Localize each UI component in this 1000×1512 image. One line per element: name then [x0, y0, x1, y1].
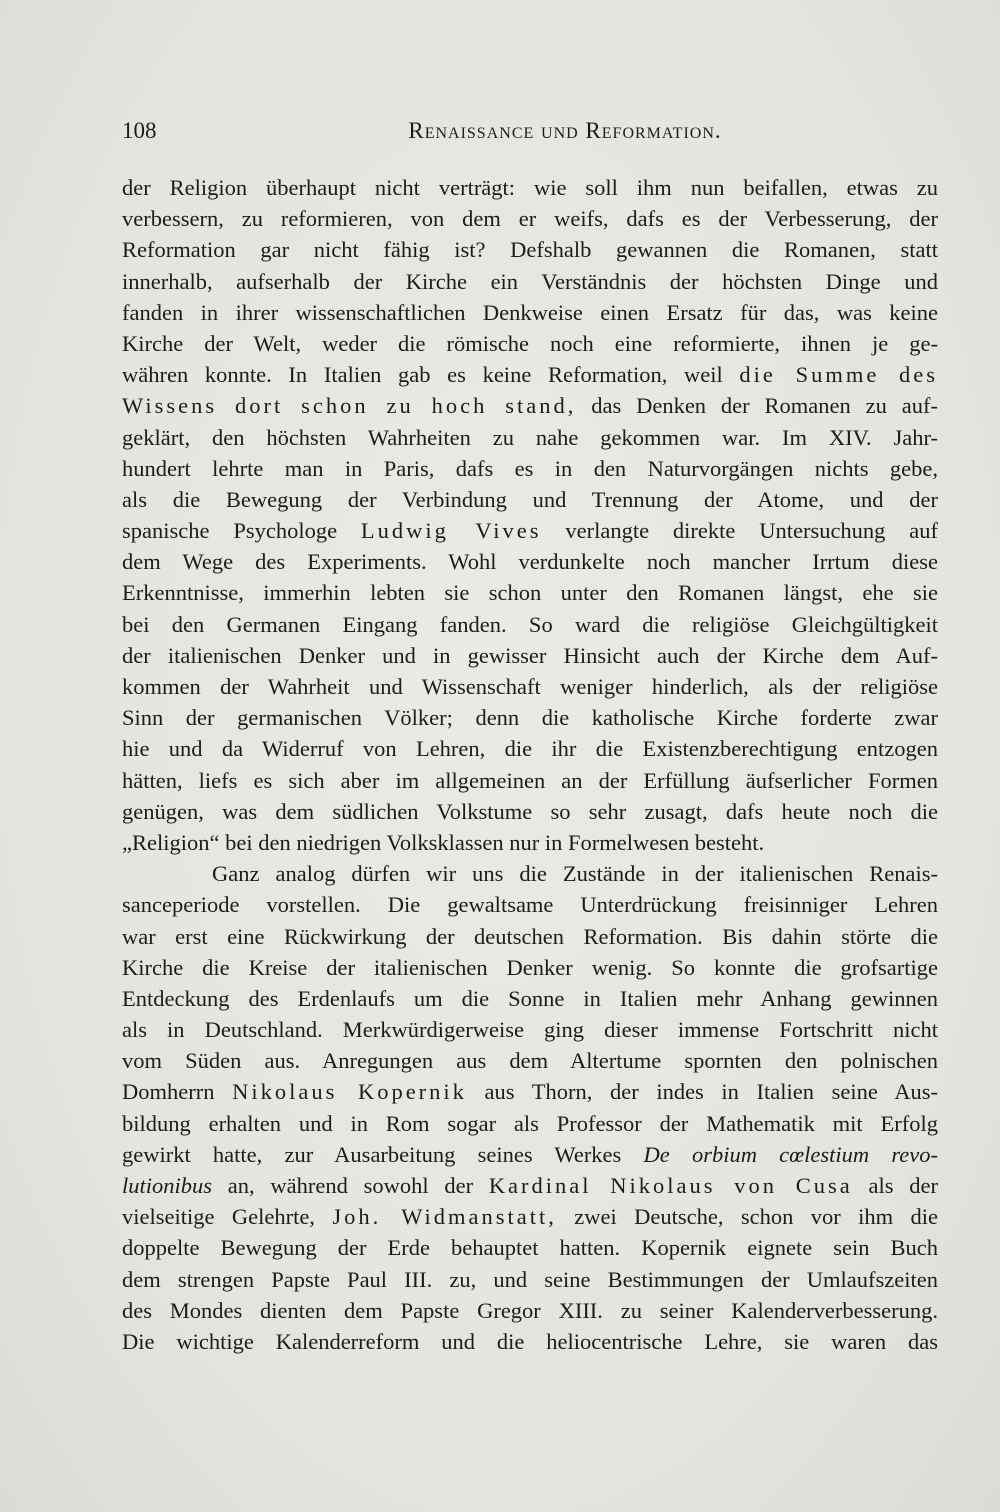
text-line: Kirche der Welt, weder die römische noch eine reformierte, ihnen je ge- — [122, 330, 938, 356]
text-line: „Religion“ bei den niedrigen Volksklassen nur in Formelwesen besteht. — [122, 829, 765, 855]
spaced-emphasis: Ludwig Vives — [360, 518, 542, 544]
italic-title: De orbium cœlestium revo- — [643, 1141, 938, 1167]
text-line: Reformation gar nicht fähig ist? Defshalb gewannen die Romanen, statt — [122, 237, 938, 263]
text-line: doppelte Bewegung der Erde behauptet hatten. Kopernik eignete sein Buch — [122, 1235, 938, 1261]
text-line: genügen, was dem südlichen Volkstume so sehr zusagt, dafs heute noch die — [122, 798, 938, 824]
text-line: lutionibus an, während sowohl der Kardinal Nikolaus von Cusa als der — [122, 1173, 938, 1198]
text-line: bei den Germanen Eingang fanden. So ward die religiöse Gleichgültigkeit — [122, 611, 938, 637]
text-line: Entdeckung des Erdenlaufs um die Sonne in Italien mehr Anhang gewinnen — [122, 985, 938, 1011]
text-line: war erst eine Rückwirkung der deutschen Reformation. Bis dahin störte die — [122, 923, 938, 949]
text-line: Wissens dort schon zu hoch stand, das Denken der Romanen zu auf- — [122, 393, 938, 419]
spaced-emphasis: Nikolaus Kopernik — [232, 1079, 467, 1105]
paragraph-2 — [122, 858, 938, 1357]
text-line: hie und da Widerruf von Lehren, die ihr die Existenzberechtigung entzogen — [122, 736, 938, 762]
page-header — [122, 118, 938, 148]
text-line: vielseitige Gelehrte, Joh. Widmanstatt, zwei Deutsche, schon vor ihm die — [122, 1204, 938, 1230]
spaced-emphasis: Joh. Widmanstatt, — [332, 1204, 557, 1230]
text-line: hätten, liefs es sich aber im allgemeinen an der Erfüllung äufserlicher Formen — [122, 767, 938, 793]
text-line: fanden in ihrer wissenschaftlichen Denkweise einen Ersatz für das, was keine — [122, 299, 938, 325]
text-line: Sinn der germanischen Völker; denn die katholische Kirche forderte zwar — [122, 705, 938, 731]
text-line: als die Bewegung der Verbindung und Trennung der Atome, und der — [122, 486, 938, 512]
spaced-emphasis: Kardinal Nikolaus von Cusa — [488, 1173, 853, 1198]
text-line: kommen der Wahrheit und Wissenschaft weniger hinderlich, als der religiöse — [122, 674, 938, 699]
text-line: währen konnte. In Italien gab es keine Reformation, weil die Summe des — [122, 362, 938, 388]
text-line: hundert lehrte man in Paris, dafs es in den Naturvorgängen nichts gebe, — [122, 455, 938, 481]
text-line: des Mondes dienten dem Papste Gregor XIII. zu seiner Kalenderverbesserung. — [122, 1297, 938, 1323]
text-line: sanceperiode vorstellen. Die gewaltsame Unterdrückung freisinniger Lehren — [122, 892, 938, 918]
paragraph-1 — [122, 172, 938, 858]
text-line: als in Deutschland. Merkwürdigerweise ging dieser immense Fortschritt nicht — [122, 1017, 938, 1043]
spaced-emphasis: Wissens dort schon zu hoch stand, — [122, 393, 577, 419]
text-line: Die wichtige Kalenderreform und die heliocentrische Lehre, sie waren das — [122, 1328, 938, 1354]
spaced-emphasis: die Summe des — [739, 362, 938, 388]
running-title: Renaissance und Reformation. — [408, 118, 722, 143]
text-line: geklärt, den höchsten Wahrheiten zu nahe gekommen war. Im XIV. Jahr- — [122, 424, 938, 450]
text-line: der italienischen Denker und in gewisser Hinsicht auch der Kirche dem Auf- — [122, 642, 938, 668]
text-line: Domherrn Nikolaus Kopernik aus Thorn, der indes in Italien seine Aus- — [122, 1079, 938, 1105]
body-text — [122, 172, 938, 1357]
text-line: gewirkt hatte, zur Ausarbeitung seines Werkes De orbium cœlestium revo- — [122, 1141, 938, 1167]
text-line: Kirche die Kreise der italienischen Denker wenig. So konnte die grofsartige — [122, 954, 938, 980]
text-line: spanische Psychologe Ludwig Vives verlangte direkte Untersuchung auf — [122, 518, 938, 544]
italic-title: lutionibus — [122, 1173, 213, 1198]
text-line: Erkenntnisse, immerhin lebten sie schon unter den Romanen längst, ehe sie — [122, 580, 938, 606]
text-line: dem Wege des Experiments. Wohl verdunkelte noch mancher Irrtum diese — [122, 549, 938, 575]
text-line: der Religion überhaupt nicht verträgt: wie soll ihm nun beifallen, etwas zu — [122, 175, 938, 200]
text-line: Ganz analog dürfen wir uns die Zustände in der italienischen Renais- — [212, 861, 938, 887]
text-line: innerhalb, aufserhalb der Kirche ein Verständnis der höchsten Dinge und — [122, 268, 938, 294]
text-line: dem strengen Papste Paul III. zu, und seine Bestimmungen der Umlaufszeiten — [122, 1266, 938, 1292]
text-line: verbessern, zu reformieren, von dem er weifs, dafs es der Verbesserung, der — [122, 206, 938, 232]
text-line: bildung erhalten und in Rom sogar als Professor der Mathematik mit Erfolg — [122, 1110, 938, 1136]
text-line: vom Süden aus. Anregungen aus dem Altertume spornten den polnischen — [122, 1048, 938, 1074]
page-number: 108 — [122, 118, 157, 143]
